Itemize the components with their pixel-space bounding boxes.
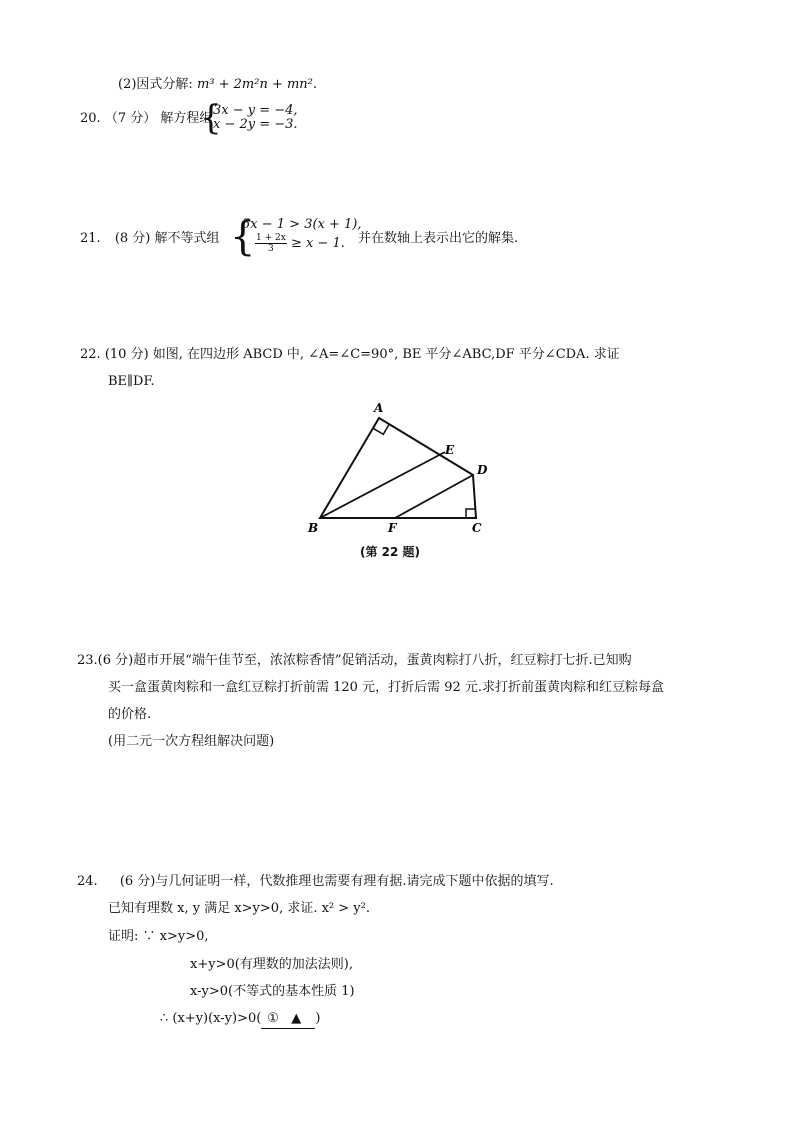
q21-suffix: 并在数轴上表示出它的解集. [358, 231, 519, 246]
label-a: A [374, 401, 384, 415]
q22-number: 22. [80, 347, 101, 362]
q19-part2-prefix: (2)因式分解: [118, 77, 193, 92]
q23-line3: 的价格. [108, 707, 152, 722]
q23-line2: 买一盒蛋黄肉粽和一盒红豆粽打折前需 120 元，打折后需 92 元.求打折前蛋黄肉粽和红豆粽每盒 [108, 680, 665, 695]
q24-step3 [160, 1010, 320, 1029]
q21-inequality-2 [255, 233, 345, 254]
q19-part2-expression: m³ + 2m²n + mn². [196, 77, 318, 92]
label-e: E [445, 443, 455, 457]
q21-fraction-numerator: 1 + 2x [256, 233, 286, 243]
label-c: C [472, 521, 482, 535]
quadrilateral-abcd [320, 418, 476, 518]
q22-text: 如图, 在四边形 ABCD 中, ∠A=∠C=90°, BE 平分∠ABC,DF 平分∠CDA. 求证 [152, 347, 620, 362]
q22-figure-caption: (第 22 题) [360, 545, 421, 559]
q21-points: (8 分) [114, 231, 151, 246]
q24-step3-prefix: ∴ (x+y)(x-y)>0( [160, 1011, 262, 1026]
q24-given: 已知有理数 x, y 满足 x>y>0, 求证. x² > y². [108, 901, 370, 916]
label-f: F [388, 521, 397, 535]
q24-proof-head: 证明: ∵ x>y>0, [108, 929, 209, 944]
q24-step2: x-y>0(不等式的基本性质 1) [190, 984, 355, 999]
q23-line1: 23.(6 分)超市开展“端午佳节至，浓浓粽香情”促销活动，蛋黄肉粽打八折，红豆粽打七折.已知购 [77, 653, 632, 668]
q23-line4: (用二元一次方程组解决问题) [108, 734, 275, 749]
q21-number: 21. [80, 231, 101, 246]
q21-inequality-2-rest: ≥ x − 1. [290, 236, 345, 251]
label-b: B [308, 521, 319, 535]
q20-brace: { [200, 98, 222, 138]
label-d: D [477, 463, 488, 477]
q20-header [80, 110, 212, 128]
segment-df [395, 475, 473, 518]
q24-blank-marker: ① [267, 1011, 279, 1026]
q19-part2 [118, 76, 317, 94]
q21-fraction [255, 233, 287, 254]
q20-equation-1: 3x − y = −4, [213, 103, 298, 118]
q22-figure [300, 398, 500, 538]
q21-brace: { [230, 214, 256, 260]
q22-line2: BE∥DF. [108, 374, 155, 389]
q22-line1 [80, 346, 620, 364]
q21-inequality-1: 5x − 1 > 3(x + 1), [242, 217, 362, 232]
q24-answer-blank[interactable] [261, 1010, 315, 1029]
q24-number: 24. [77, 874, 98, 889]
right-angle-c [466, 509, 476, 518]
q21-instruction: 解不等式组 [154, 231, 220, 246]
q24-step3-suffix: ) [315, 1011, 321, 1026]
q22-points: (10 分) [104, 347, 149, 362]
q24-intro: (6 分)与几何证明一样，代数推理也需要有理有据.请完成下题中依据的填写. [119, 874, 554, 889]
q24-line1 [77, 873, 554, 891]
q24-step1: x+y>0(有理数的加法法则), [190, 957, 354, 972]
q21-fraction-denominator: 3 [268, 244, 274, 254]
q20-instruction: 解方程组 [160, 111, 213, 126]
q21-header [80, 230, 220, 248]
triangle-icon: ▲ [291, 1011, 302, 1026]
q20-equation-2: x − 2y = −3. [213, 117, 298, 132]
q20-number: 20. [80, 111, 101, 126]
q20-points: （7 分） [104, 111, 157, 126]
